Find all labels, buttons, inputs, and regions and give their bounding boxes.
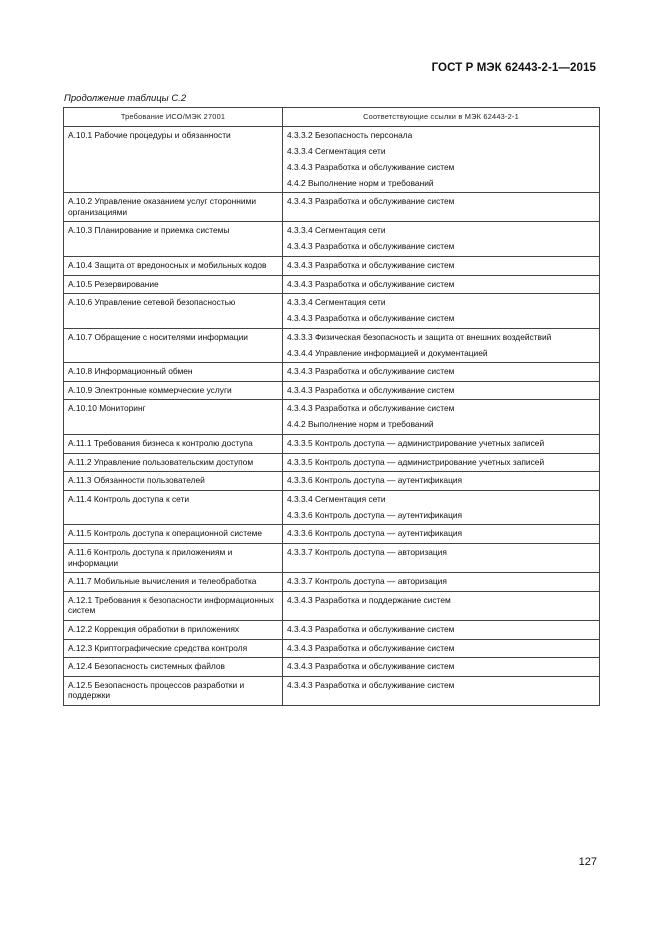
table-body [64,126,600,705]
references-cell [283,453,600,472]
page-number: 127 [578,856,597,868]
references-cell [283,381,600,400]
reference-item: 4.3.3.4 Сегментация сети [287,145,386,156]
references-cell [283,639,600,658]
requirement-cell: А.12.5 Безопасность процессов разработки и поддержки [64,676,283,705]
table-row [64,256,600,275]
requirement-cell: А.11.3 Обязанности пользователей [64,472,283,491]
table-row [64,193,600,222]
references-cell [283,400,600,435]
references-cell [283,490,600,525]
table-row [64,126,600,193]
table-row [64,658,600,677]
requirement-cell: А.10.9 Электронные коммерческие услуги [64,381,283,400]
reference-item: 4.3.4.4 Управление информацией и документацией [287,347,488,358]
requirement-cell: А.10.6 Управление сетевой безопасностью [64,294,283,329]
reference-item: 4.3.3.3 Физическая безопасность и защита от внешних воздействий [287,331,552,342]
references-cell [283,435,600,454]
table-row [64,275,600,294]
requirement-cell: А.10.10 Мониторинг [64,400,283,435]
reference-item: 4.4.2 Выполнение норм и требований [287,419,434,430]
requirement-cell: А.10.2 Управление оказанием услуг сторонними организациями [64,193,283,222]
table-row [64,525,600,544]
reference-item: 4.3.4.3 Разработка и поддержание систем [287,594,451,605]
table-row [64,294,600,329]
reference-item: 4.3.4.3 Разработка и обслуживание систем [287,259,455,270]
reference-item: 4.3.4.3 Разработка и обслуживание систем [287,403,455,414]
references-cell [283,543,600,572]
column-header-requirement: Требование ИСО/МЭК 27001 [64,108,283,127]
table-row [64,543,600,572]
table-row [64,591,600,620]
requirement-cell: А.10.7 Обращение с носителями информации [64,328,283,363]
references-cell [283,328,600,363]
references-cell [283,126,600,193]
table-row [64,676,600,705]
requirement-cell: А.11.7 Мобильные вычисления и телеобработка [64,573,283,592]
references-cell [283,472,600,491]
requirement-cell: А.10.3 Планирование и приемка системы [64,222,283,257]
requirement-cell: А.10.4 Защита от вредоносных и мобильных кодов [64,256,283,275]
reference-item: 4.3.4.3 Разработка и обслуживание систем [287,278,455,289]
table-row [64,435,600,454]
reference-item: 4.3.3.5 Контроль доступа — администрирование учетных записей [287,456,545,467]
references-cell [283,676,600,705]
table-row [64,222,600,257]
table-row [64,472,600,491]
reference-item: 4.3.4.3 Разработка и обслуживание систем [287,642,455,653]
reference-item: 4.3.3.4 Сегментация сети [287,493,386,504]
requirement-cell: А.12.4 Безопасность системных файлов [64,658,283,677]
reference-item: 4.4.2 Выполнение норм и требований [287,177,434,188]
requirement-cell: А.11.1 Требования бизнеса к контролю доступа [64,435,283,454]
column-header-references: Соответствующие ссылки в МЭК 62443-2-1 [283,108,600,127]
table-row [64,363,600,382]
table-row [64,400,600,435]
references-cell [283,363,600,382]
reference-item: 4.3.3.6 Контроль доступа — аутентификация [287,475,463,486]
reference-item: 4.3.3.7 Контроль доступа — авторизация [287,576,447,587]
references-cell [283,193,600,222]
requirement-cell: А.11.2 Управление пользовательским доступом [64,453,283,472]
table-row [64,453,600,472]
reference-item: 4.3.4.3 Разработка и обслуживание систем [287,661,455,672]
reference-item: 4.3.3.6 Контроль доступа — аутентификация [287,528,463,539]
requirement-cell: А.12.1 Требования к безопасности информационных систем [64,591,283,620]
reference-item: 4.3.4.3 Разработка и обслуживание систем [287,241,455,252]
reference-item: 4.3.4.3 Разработка и обслуживание систем [287,366,455,377]
reference-item: 4.3.4.3 Разработка и обслуживание систем [287,679,455,690]
references-cell [283,591,600,620]
table-caption: Продолжение таблицы С.2 [64,93,187,104]
reference-item: 4.3.4.3 Разработка и обслуживание систем [287,384,455,395]
references-cell [283,222,600,257]
table-row [64,639,600,658]
reference-item: 4.3.3.4 Сегментация сети [287,225,386,236]
table-row [64,328,600,363]
references-cell [283,658,600,677]
table-row [64,573,600,592]
reference-item: 4.3.3.2 Безопасность персонала [287,129,413,140]
table-row [64,381,600,400]
reference-item: 4.3.4.3 Разработка и обслуживание систем [287,161,455,172]
requirement-cell: А.12.2 Коррекция обработки в приложениях [64,620,283,639]
reference-item: 4.3.4.3 Разработка и обслуживание систем [287,623,455,634]
requirements-table [63,107,600,706]
requirement-cell: А.11.4 Контроль доступа к сети [64,490,283,525]
requirement-cell: А.10.8 Информационный обмен [64,363,283,382]
reference-item: 4.3.4.3 Разработка и обслуживание систем [287,196,455,207]
references-cell [283,294,600,329]
references-cell [283,275,600,294]
reference-item: 4.3.3.5 Контроль доступа — администрирование учетных записей [287,438,545,449]
requirement-cell: А.11.6 Контроль доступа к приложениям и информации [64,543,283,572]
reference-item: 4.3.3.6 Контроль доступа — аутентификация [287,509,463,520]
references-cell [283,573,600,592]
reference-item: 4.3.3.4 Сегментация сети [287,297,386,308]
table-row [64,620,600,639]
references-cell [283,256,600,275]
requirement-cell: А.11.5 Контроль доступа к операционной системе [64,525,283,544]
references-cell [283,620,600,639]
table-header-row [64,108,600,127]
standard-designation: ГОСТ Р МЭК 62443-2-1—2015 [431,62,596,74]
requirement-cell: А.10.1 Рабочие процедуры и обязанности [64,126,283,193]
reference-item: 4.3.3.7 Контроль доступа — авторизация [287,546,447,557]
reference-item: 4.3.4.3 Разработка и обслуживание систем [287,313,455,324]
requirement-cell: А.12.3 Криптографические средства контроля [64,639,283,658]
requirement-cell: А.10.5 Резервирование [64,275,283,294]
table-row [64,490,600,525]
references-cell [283,525,600,544]
